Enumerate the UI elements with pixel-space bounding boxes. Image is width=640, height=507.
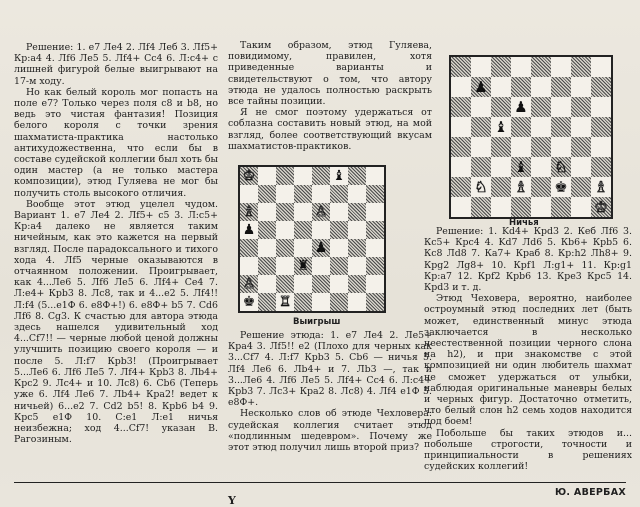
board-square-a2 [240, 275, 258, 293]
board-square-e4 [531, 137, 551, 157]
board-square-e1 [531, 197, 551, 217]
board-square-g3 [571, 157, 591, 177]
board-square-e5 [531, 117, 551, 137]
board-square-h1 [366, 293, 384, 311]
chess-piece-a2: ♙ [242, 276, 256, 292]
board-square-a7 [451, 77, 471, 97]
board-square-a4 [451, 137, 471, 157]
board-square-g7 [571, 77, 591, 97]
board-square-e7 [531, 77, 551, 97]
board-square-f6 [551, 97, 571, 117]
board-square-c4 [276, 239, 294, 257]
board-square-e8 [312, 167, 330, 185]
chess-piece-d2: ♗ [514, 177, 528, 196]
board-square-f8 [330, 167, 348, 185]
paragraph: Этюд Чеховера, вероятно, наиболее остроумный этюд последних лет (быть может, единственный минус этюда заключается в несколько неестественной позиции черного слона на h2), и при знакомстве с этой композицией ни один любитель шахмат не сможет удержаться от улыбки, наблюдая оригинальные маневры белых и черных фигур. Достаточно отметить, что белый слон h2 семь ходов находится под боем! [424, 293, 632, 428]
board-square-a6 [451, 97, 471, 117]
board-square-b2 [258, 275, 276, 293]
board-square-e8 [531, 57, 551, 77]
board-square-d8 [511, 57, 531, 77]
board-square-c7 [491, 77, 511, 97]
board-square-a5 [240, 221, 258, 239]
board-square-c3 [491, 157, 511, 177]
board-square-c8 [491, 57, 511, 77]
board-square-b7 [471, 77, 491, 97]
board-square-h7 [591, 77, 611, 97]
board-square-c5 [276, 221, 294, 239]
diagram-caption: Выигрыш [293, 317, 341, 327]
board-square-b6 [471, 97, 491, 117]
board-square-f7 [551, 77, 571, 97]
board-square-e2 [531, 177, 551, 197]
board-square-h1 [591, 197, 611, 217]
board-square-a1 [451, 197, 471, 217]
board-square-d6 [511, 97, 531, 117]
chess-piece-e6: ♙ [314, 204, 328, 220]
page-fragment-letter: Y [228, 494, 236, 507]
author-signature: Ю. АВЕРБАХ [554, 487, 626, 498]
paragraph: Вообще этот этюд уцелел чудом. Вариант 1. е7 Ле4 2. Лf5+ с5 3. Л:с5+ Кр:а4 далеко не является таким ничейным, как это кажется на первый взгляд. После парадоксального и тихого хода 4. Лf5 черные оказываются в отчаянном положении. Проигрывает, как 4...Ле6 5. Лf6 Ле5 6. Лf4+ Се4 7. Л:е4+ Крb3 8. Лс8, так и 4...е2 5. Лf4!! Л:f4 (5...e1Ф 6. e8Ф+!) 6. e8Ф+ b5 7. Cd6 Лf6 8. Cg3. К счастью для автора этюда здесь нашелся удивительный ход 4...Cf7!! — черные любой ценой должны улучшить позицию своего короля — и после 5. Л:f7 Крb3! (Проигрывает 5...Ле6 6. Лf6 Ле5 7. Лf4+ Крb3 8. Лb4+ Крс2 9. Лс4+ и 10. Лс8) 6. Сb6 (Теперь уже 6. Лf4 Ле6 7. Лb4+ Кра2! ведет к ничьей) 6...е2 7. Cd2 b5! 8. Крb6 b4 9. Крс5 e1Ф 10. С:e1 Л:e1 ничья неизбежна; ход 4...Cf7! указан В. Рагозиным. [14, 198, 218, 446]
paragraph: Но как белый король мог попасть на поле е7? Только через поля с8 и b8, но ведь это чистая фантазия! Позиция белого короля с точки зрения шахматиста-практика настолько антихудожественна, что если бы в составе судейской коллегии был хоть бы один мастер (а не только мастера композиции), этюд Гуляева не мог бы получить столь высокого отличия. [14, 86, 218, 199]
board-square-g6 [571, 97, 591, 117]
chess-piece-f8: ♝ [332, 168, 346, 184]
board-square-h3 [591, 157, 611, 177]
board-square-f5 [330, 221, 348, 239]
board-square-a8 [240, 167, 258, 185]
text-column-middle-top [228, 40, 432, 152]
board-square-h4 [366, 239, 384, 257]
board-square-h2 [366, 275, 384, 293]
board-square-g5 [348, 221, 366, 239]
board-square-f4 [330, 239, 348, 257]
board-square-f5 [551, 117, 571, 137]
board-square-e2 [312, 275, 330, 293]
board-square-e3 [531, 157, 551, 177]
paragraph: Решение: 1. Kd4+ Крd3 2. Кеб Лf6 3. Кс5+ Крс4 4. Kd7 Лd6 5. Кb6+ Крb5 6. Кс8 Лd8 7. Ка7+ Краб 8. Кр:h2 Лh8+ 9. Крg2 Лg8+ 10. Крf1 Л:g1+ 11. Кр:g1 Кр:а7 12. Крf2 Крb6 13. Кре3 Крс5 14. Крd3 и т. д. [424, 226, 632, 294]
board-square-c6 [276, 203, 294, 221]
board-square-e1 [312, 293, 330, 311]
board-square-h8 [591, 57, 611, 77]
board-square-c4 [491, 137, 511, 157]
board-square-b8 [471, 57, 491, 77]
board-square-e7 [312, 185, 330, 203]
chess-piece-a8: ♔ [242, 168, 256, 184]
board-square-g5 [571, 117, 591, 137]
board-square-b1 [471, 197, 491, 217]
board-square-g2 [571, 177, 591, 197]
paragraph: Таким образом, этюд Гуляева, повидимому, правилен, хотя приведенные варианты и свидетельствуют о том, что автору этюда не удалось полностью раскрыть все тайны позиции. [228, 40, 432, 108]
board-square-a4 [240, 239, 258, 257]
board-square-a5 [451, 117, 471, 137]
board-square-c8 [276, 167, 294, 185]
board-square-a3 [451, 157, 471, 177]
board-square-h6 [591, 97, 611, 117]
chess-diagram-win [238, 165, 386, 313]
board-square-e3 [312, 257, 330, 275]
board-square-a3 [240, 257, 258, 275]
board-square-d7 [294, 185, 312, 203]
board-square-e5 [312, 221, 330, 239]
board-square-h6 [366, 203, 384, 221]
chess-piece-a5: ♟ [242, 222, 256, 238]
board-square-f2 [330, 275, 348, 293]
chess-piece-d6: ♟ [514, 97, 528, 116]
chess-piece-c5: ♝ [494, 117, 508, 136]
board-square-b5 [471, 117, 491, 137]
chess-piece-a6: ♗ [242, 204, 256, 220]
board-square-c7 [276, 185, 294, 203]
paragraph: Я не смог поэтому удержаться от соблазна составить новый этюд, на мой взгляд, более соответствующий вкусам шахматистов-практиков. [228, 107, 432, 152]
text-column-middle-bottom [228, 330, 432, 453]
board-square-c2 [491, 177, 511, 197]
text-column-left [14, 42, 218, 445]
paragraph: Побольше бы таких этюдов и... побольше строгости, точности и принципиальности в решениях судейских коллегий! [424, 427, 632, 473]
board-square-e4 [312, 239, 330, 257]
text-column-right [424, 226, 632, 472]
diagram-caption: Ничья [509, 218, 539, 228]
board-square-b7 [258, 185, 276, 203]
chess-piece-d3: ♝ [514, 157, 528, 176]
bottom-rule [14, 482, 626, 483]
board-square-b4 [471, 137, 491, 157]
board-square-h5 [366, 221, 384, 239]
chess-piece-b7: ♟ [474, 77, 488, 96]
board-square-f3 [330, 257, 348, 275]
paragraph: Несколько слов об этюде Чехловера: судейская коллегия считает этюд «подлинным шедевром». Почему же этот этюд получил лишь второй приз? [228, 408, 432, 454]
board-square-a1 [240, 293, 258, 311]
board-square-g8 [348, 167, 366, 185]
board-square-g1 [571, 197, 591, 217]
board-square-d5 [511, 117, 531, 137]
board-square-d2 [294, 275, 312, 293]
board-square-g1 [348, 293, 366, 311]
board-square-b3 [471, 157, 491, 177]
chess-piece-e4: ♟ [314, 240, 328, 256]
board-square-f7 [330, 185, 348, 203]
board-square-g4 [571, 137, 591, 157]
board-square-b6 [258, 203, 276, 221]
board-square-c3 [276, 257, 294, 275]
board-square-f1 [330, 293, 348, 311]
board-square-b2 [471, 177, 491, 197]
board-square-b5 [258, 221, 276, 239]
board-square-g8 [571, 57, 591, 77]
chess-piece-f2: ♚ [554, 177, 568, 196]
board-square-g3 [348, 257, 366, 275]
board-square-g2 [348, 275, 366, 293]
chess-piece-c1: ♖ [278, 294, 292, 310]
board-square-d4 [294, 239, 312, 257]
board-square-f6 [330, 203, 348, 221]
board-square-h2 [591, 177, 611, 197]
board-square-a8 [451, 57, 471, 77]
board-square-f3 [551, 157, 571, 177]
board-square-d5 [294, 221, 312, 239]
board-square-d3 [511, 157, 531, 177]
board-square-f4 [551, 137, 571, 157]
chess-piece-a1: ♚ [242, 294, 256, 310]
board-square-e6 [531, 97, 551, 117]
board-square-h3 [366, 257, 384, 275]
board-square-b4 [258, 239, 276, 257]
board-square-d6 [294, 203, 312, 221]
board-square-f8 [551, 57, 571, 77]
chess-diagram-draw [449, 55, 613, 219]
board-square-b1 [258, 293, 276, 311]
board-square-c1 [276, 293, 294, 311]
board-square-d1 [294, 293, 312, 311]
board-square-c2 [276, 275, 294, 293]
chess-piece-f3: ♘ [554, 157, 568, 176]
board-square-g6 [348, 203, 366, 221]
paragraph: Решение этюда: 1. е7 Ле4 2. Ле5+ Кра4 3. Лf5!! е2 (Плохо для черных как 3...Cf7 4. Л:f7 Крb3 5. Сb6 — ничья 5. Лf4 Ле6 6. Лb4+ и 7. Лb3 —, так и 3...Ле6 4. Лf6 Ле5 5. Лf4+ Сс4 6. Л:с4+ Крb3 7. Лс3+ Кра2 8. Лс8) 4. Лf4 e1Ф 5. e8Ф+. [228, 330, 432, 409]
board-square-d8 [294, 167, 312, 185]
board-square-g4 [348, 239, 366, 257]
board-square-d7 [511, 77, 531, 97]
board-square-d3 [294, 257, 312, 275]
chess-piece-b2: ♘ [474, 177, 488, 196]
board-square-h4 [591, 137, 611, 157]
board-square-h8 [366, 167, 384, 185]
board-square-h7 [366, 185, 384, 203]
board-square-a6 [240, 203, 258, 221]
chess-piece-h2: ♗ [594, 177, 608, 196]
chess-piece-h1: ♔ [594, 197, 608, 216]
board-square-b8 [258, 167, 276, 185]
chess-piece-d3: ♜ [296, 258, 310, 274]
board-square-f1 [551, 197, 571, 217]
board-square-h5 [591, 117, 611, 137]
paragraph: Решение: 1. e7 Ле4 2. Лf4 Леб 3. Лf5+ Кр:а4 4. Лf6 Ле5 5. Лf4+ Сс4 6. Л:с4+ с лишней фигурой белые выигрывают на 17-м ходу. [14, 42, 218, 87]
board-square-d2 [511, 177, 531, 197]
board-square-a2 [451, 177, 471, 197]
board-square-c5 [491, 117, 511, 137]
board-square-d4 [511, 137, 531, 157]
board-square-g7 [348, 185, 366, 203]
board-square-a7 [240, 185, 258, 203]
board-square-c1 [491, 197, 511, 217]
board-square-d1 [511, 197, 531, 217]
board-square-f2 [551, 177, 571, 197]
board-square-c6 [491, 97, 511, 117]
board-square-b3 [258, 257, 276, 275]
board-square-e6 [312, 203, 330, 221]
